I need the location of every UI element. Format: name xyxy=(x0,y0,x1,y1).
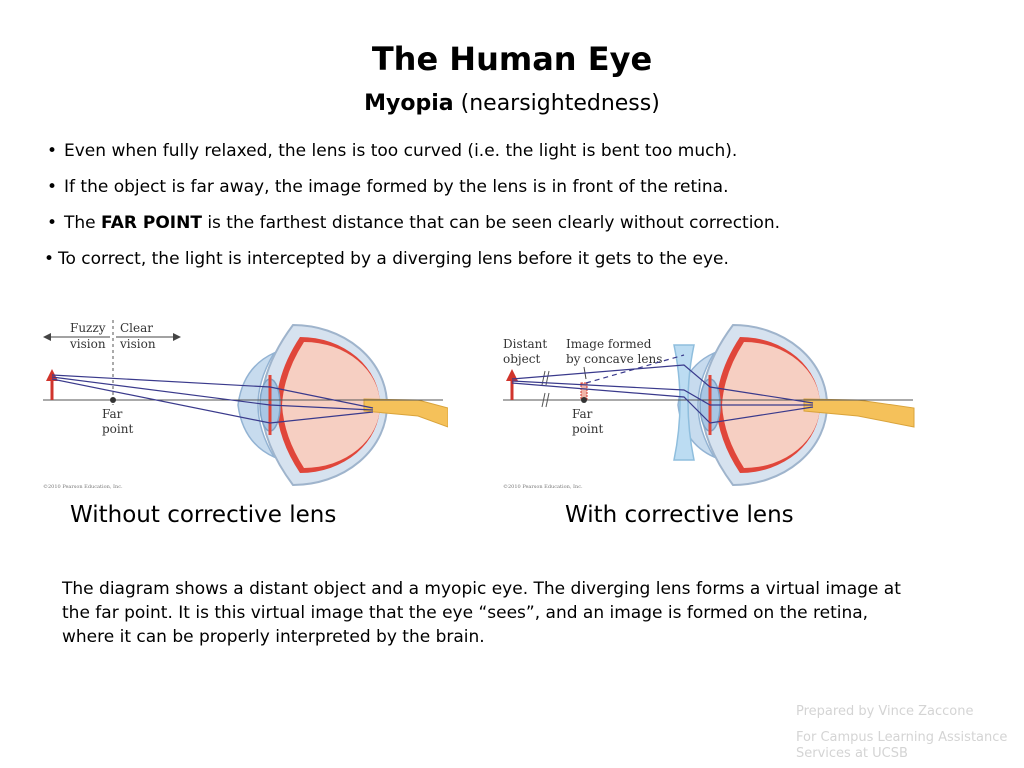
bullet-text: To correct, the light is intercepted by a diverging lens before it gets to the eye. xyxy=(58,249,729,269)
far-point-label-2: point xyxy=(102,422,134,436)
far-point-dot xyxy=(110,397,116,403)
caption-without-lens: Without corrective lens xyxy=(70,502,337,528)
copyright-text: ©2010 Pearson Education, Inc. xyxy=(503,484,583,490)
bullet-item xyxy=(40,169,1000,205)
bullet-icon: • xyxy=(43,249,55,269)
bullet-icon: • xyxy=(46,141,58,161)
far-point-label-1: Far xyxy=(102,407,123,421)
bullet-item xyxy=(40,241,1000,277)
diagram-with-lens xyxy=(498,305,916,490)
bullet-list xyxy=(40,133,1000,277)
bullet-text-post: is the farthest distance that can be seen clearly without correction. xyxy=(201,213,781,233)
image-label-1: Image formed xyxy=(566,337,652,351)
credit-author: Prepared by Vince Zaccone xyxy=(796,704,974,719)
far-point-term: FAR POINT xyxy=(101,213,202,233)
bullet-item xyxy=(40,205,1000,241)
credit-organization: For Campus Learning Assistance Services at UCSB xyxy=(796,730,1008,761)
distant-label-2: object xyxy=(503,352,541,366)
fuzzy-label-2: vision xyxy=(70,337,106,351)
bullet-icon: • xyxy=(46,213,58,233)
caption-with-lens: With corrective lens xyxy=(565,502,794,528)
bullet-text: If the object is far away, the image formed by the lens is in front of the retina. xyxy=(64,177,729,197)
distant-label-1: Distant xyxy=(503,337,548,351)
bullet-icon: • xyxy=(46,177,58,197)
fuzzy-label-1: Fuzzy xyxy=(70,321,106,335)
far-point-label-1: Far xyxy=(572,407,593,421)
bullet-text-pre: The xyxy=(64,213,102,233)
diagram-without-lens xyxy=(38,305,448,490)
page-title: The Human Eye xyxy=(371,40,653,78)
far-point-dot xyxy=(581,397,587,403)
clear-label-1: Clear xyxy=(120,321,154,335)
description-paragraph: The diagram shows a distant object and a myopic eye. The diverging lens forms a virtual image at the far point. It is this virtual image that the eye “sees”, and an image is formed on the retina, where it can be properly interpreted by the brain. xyxy=(62,579,901,647)
subtitle-rest: (nearsightedness) xyxy=(453,91,660,116)
subtitle xyxy=(0,91,1024,116)
bullet-text: Even when fully relaxed, the lens is too curved (i.e. the light is bent too much). xyxy=(64,141,738,161)
far-point-label-2: point xyxy=(572,422,604,436)
image-label-2: by concave lens xyxy=(566,352,663,366)
subtitle-bold: Myopia xyxy=(364,91,454,116)
copyright-text: ©2010 Pearson Education, Inc. xyxy=(43,484,123,490)
clear-label-2: vision xyxy=(120,337,156,351)
bullet-item xyxy=(40,133,1000,169)
